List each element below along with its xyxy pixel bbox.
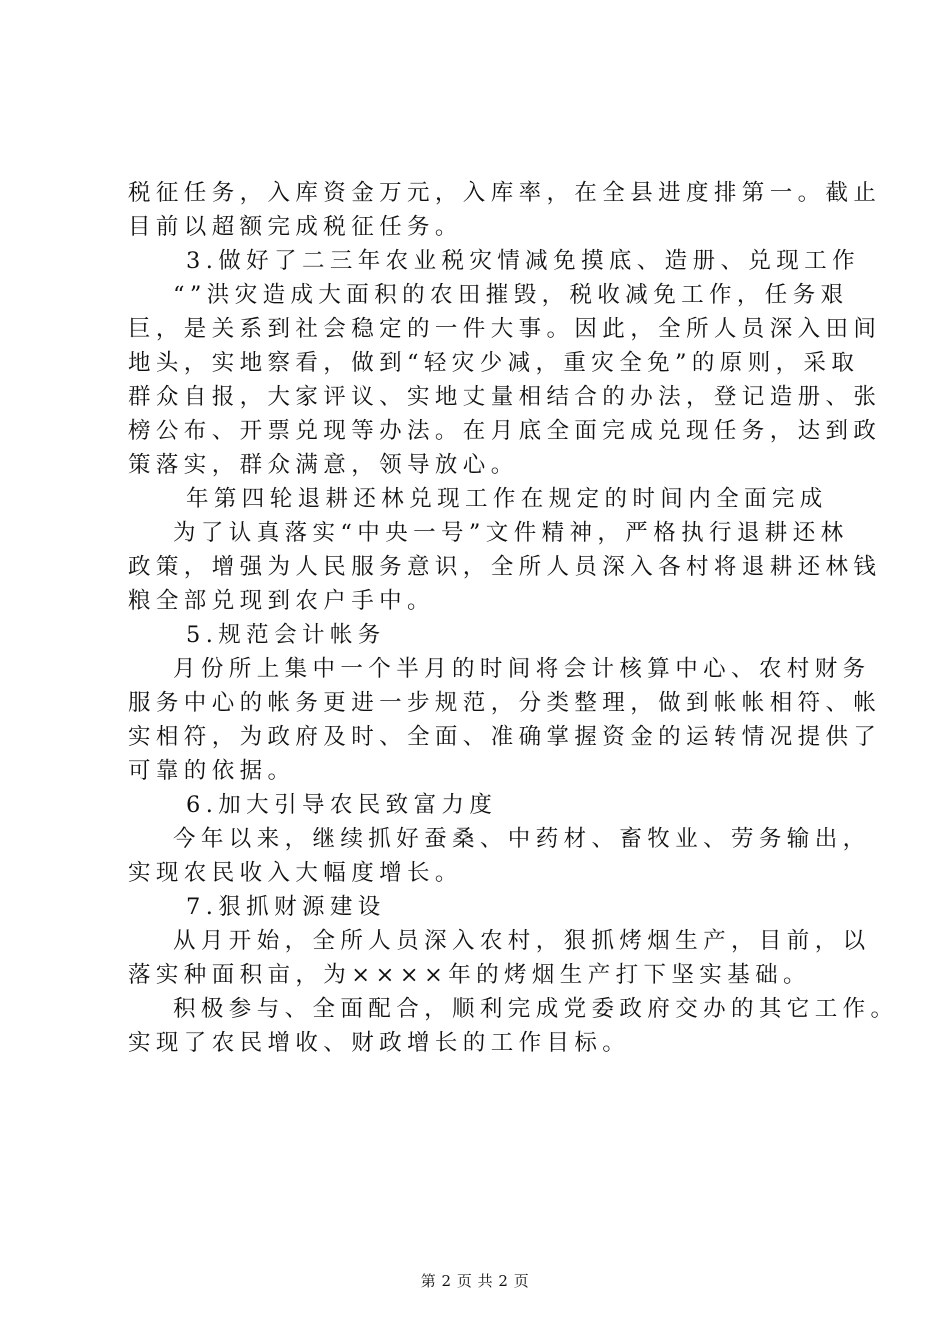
section-heading-line: 7.狠抓财源建设 bbox=[186, 894, 386, 920]
text-line: 策落实，群众满意，领导放心。 bbox=[128, 452, 519, 478]
text-line: 榜公布、开票兑现等办法。在月底全面完成兑现任务，达到政 bbox=[128, 418, 882, 444]
text-line: “”洪灾造成大面积的农田摧毁，税收减免工作，任务艰 bbox=[173, 282, 849, 308]
text-line: 实相符，为政府及时、全面、准确掌握资金的运转情况提供了 bbox=[128, 724, 882, 750]
text-line: 落实种面积亩，为××××年的烤烟生产打下坚实基础。 bbox=[128, 962, 811, 988]
document-body bbox=[128, 176, 899, 1060]
text-line: 目前以超额完成税征任务。 bbox=[128, 214, 463, 240]
text-line: 今年以来，继续抓好蚕桑、中药材、畜牧业、劳务输出， bbox=[173, 826, 871, 852]
text-line: 群众自报，大家评议、实地丈量相结合的办法，登记造册、张 bbox=[128, 384, 882, 410]
section-heading-line: 5.规范会计帐务 bbox=[186, 622, 386, 648]
text-line: 巨，是关系到社会稳定的一件大事。因此，全所人员深入田间 bbox=[128, 316, 882, 342]
section-heading-line: 年第四轮退耕还林兑现工作在规定的时间内全面完成 bbox=[186, 486, 828, 512]
text-line: 地头，实地察看，做到“轻灾少减，重灾全免”的原则，采取 bbox=[128, 350, 860, 376]
text-line: 政策，增强为人民服务意识，全所人员深入各村将退耕还林钱 bbox=[128, 554, 882, 580]
text-line: 服务中心的帐务更进一步规范，分类整理，做到帐帐相符、帐 bbox=[128, 690, 882, 716]
text-line: 从月开始，全所人员深入农村，狠抓烤烟生产，目前，以 bbox=[173, 928, 871, 954]
text-line: 可靠的依据。 bbox=[128, 758, 296, 784]
text-line: 积极参与、全面配合，顺利完成党委政府交办的其它工作。 bbox=[173, 996, 899, 1022]
text-line: 粮全部兑现到农户手中。 bbox=[128, 588, 435, 614]
text-line: 月份所上集中一个半月的时间将会计核算中心、农村财务 bbox=[173, 656, 871, 682]
text-line: 税征任务，入库资金万元，入库率，在全县进度排第一。截止 bbox=[128, 180, 882, 206]
section-heading-line: 3.做好了二三年农业税灾情减免摸底、造册、兑现工作 bbox=[186, 248, 860, 274]
text-line: 实现农民收入大幅度增长。 bbox=[128, 860, 463, 886]
text-line: 为了认真落实“中央一号”文件精神，严格执行退耕还林 bbox=[173, 520, 849, 546]
section-heading-line: 6.加大引导农民致富力度 bbox=[186, 792, 498, 818]
page-footer: 第 2 页 共 2 页 bbox=[420, 1272, 530, 1290]
text-line: 实现了农民增收、财政增长的工作目标。 bbox=[128, 1030, 631, 1056]
